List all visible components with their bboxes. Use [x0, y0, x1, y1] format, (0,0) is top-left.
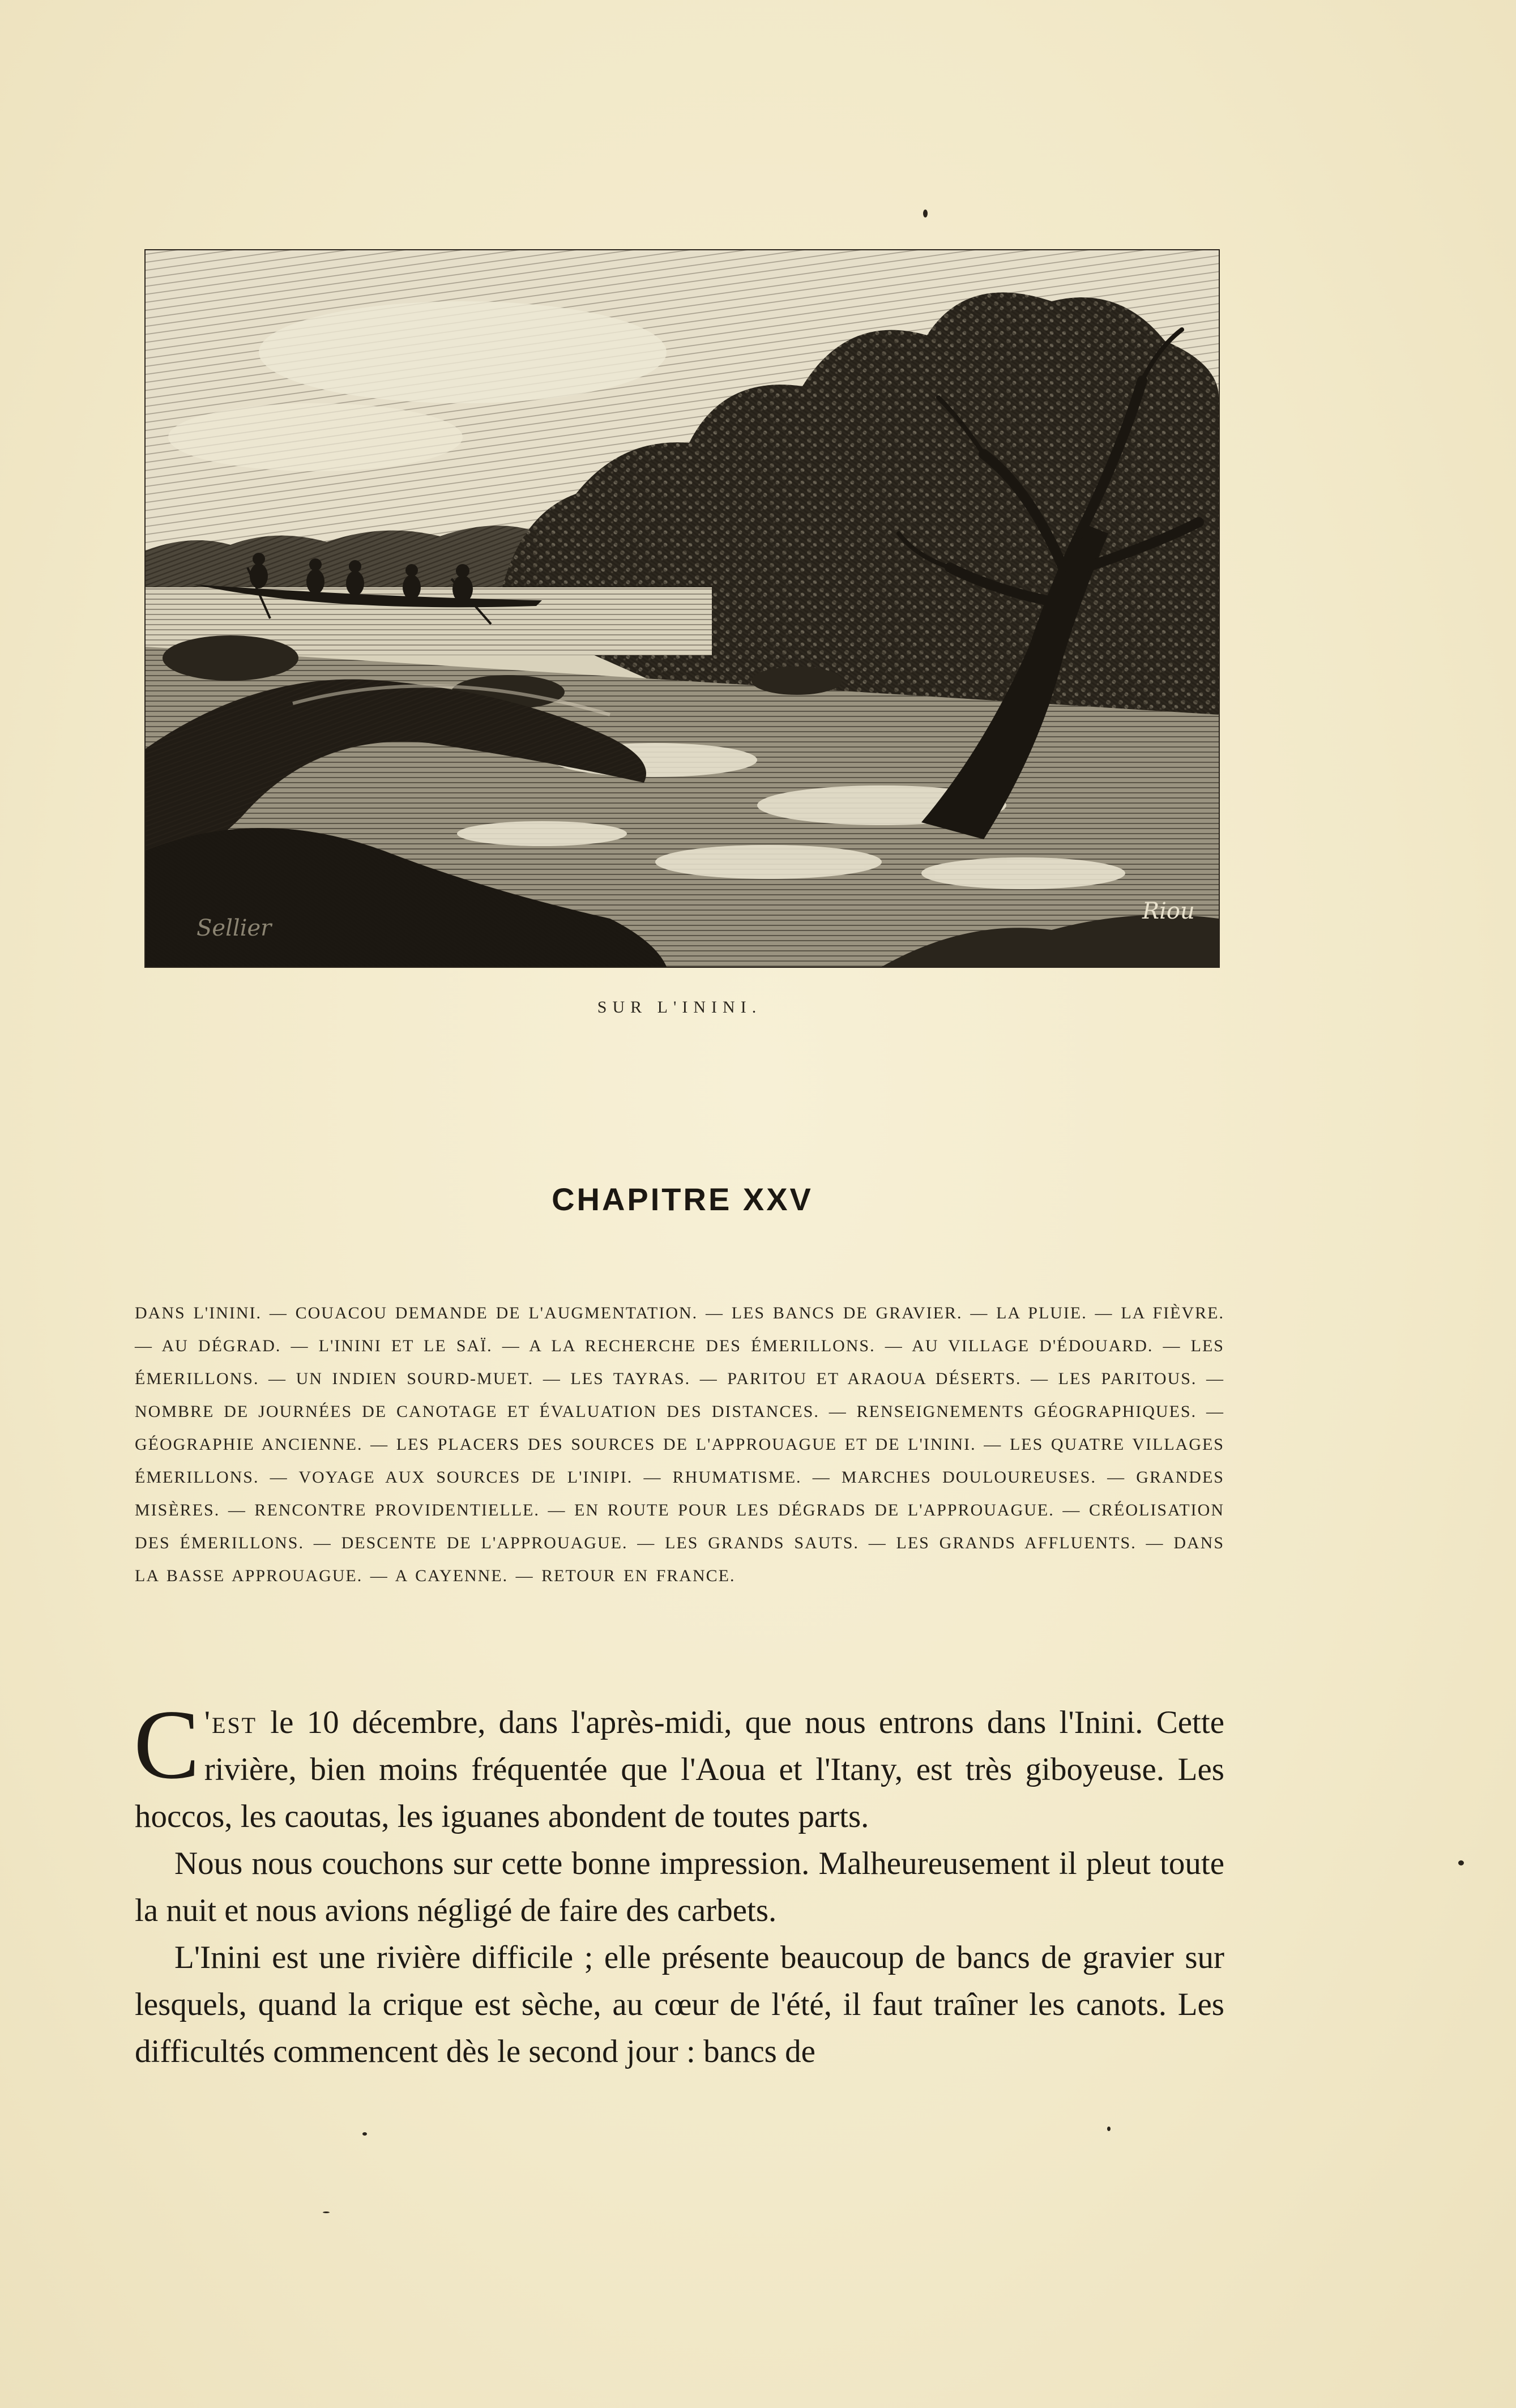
- paper-speck: [923, 210, 928, 217]
- river-engraving: [146, 250, 1219, 967]
- engraver-signature: Sellier: [197, 915, 272, 941]
- paragraph-1-text: le 10 décembre, dans l'après-midi, que nous entrons dans l'Inini. Cette rivière, bien moins fréquentée que l'Aoua et l'Itany, est très giboyeuse. Les hoccos, les caoutas, les iguanes abondent de toutes parts.: [135, 1705, 1224, 1834]
- chapter-summary: DANS L'ININI. — COUACOU DEMANDE DE L'AUGMENTATION. — LES BANCS DE GRAVIER. — LA PLUIE. — LA FIÈVRE. — AU DÉGRAD. — L'ININI ET LE SAÏ. — A LA RECHERCHE DES ÉMERILLONS. — AU VILLAGE D'ÉDOUARD. — LES ÉMERILLONS. — UN INDIEN SOURD-MUET. — LES TAYRAS. — PARITOU ET ARAOUA DÉSERTS. — LES PARITOUS. — NOMBRE DE JOURNÉES DE CANOTAGE ET ÉVALUATION DES DISTANCES. — RENSEIGNEMENTS GÉOGRAPHIQUES. — GÉOGRAPHIE ANCIENNE. — LES PLACERS DES SOURCES DE L'APPROUAGUE ET DE L'ININI. — LES QUATRE VILLAGES ÉMERILLONS. — VOYAGE AUX SOURCES DE L'INIPI. — RHUMATISME. — MARCHES DOULOUREUSES. — GRANDES MISÈRES. — RENCONTRE PROVIDENTIELLE. — EN ROUTE POUR LES DÉGRADS DE L'APPROUAGUE. — CRÉOLISATION DES ÉMERILLONS. — DESCENTE DE L'APPROUAGUE. — LES GRANDS SAUTS. — LES GRANDS AFFLUENTS. — DANS LA BASSE APPROUAGUE. — A CAYENNE. — RETOUR EN FRANCE.: [135, 1304, 1224, 1585]
- first-word: 'est: [204, 1705, 258, 1740]
- paragraph-1: [134, 1689, 1224, 1840]
- paragraph-2: Nous nous couchons sur cette bonne impression. Malheureusement il pleut toute la nuit et nous avions négligé de faire des carbets.: [135, 1846, 1224, 1928]
- paper-speck: [1458, 1860, 1464, 1865]
- artist-signature: Riou: [1142, 898, 1195, 924]
- chapter-title: CHAPITRE XXV: [552, 1181, 813, 1217]
- body-text: [134, 1689, 1224, 2075]
- illustration-caption: SUR L'ININI.: [597, 998, 762, 1017]
- illustration: [144, 249, 1220, 968]
- paper-speck: [1107, 2127, 1111, 2131]
- paper-speck: [323, 2211, 330, 2213]
- drop-cap: C: [134, 1689, 200, 1799]
- paper-speck: [362, 2132, 367, 2136]
- paragraph-3: L'Inini est une rivière difficile ; elle présente beaucoup de bancs de gravier sur lesquels, quand la crique est sèche, au cœur de l'été, il faut traîner les canots. Les difficultés commencent dès le second jour : bancs de: [135, 1940, 1224, 2069]
